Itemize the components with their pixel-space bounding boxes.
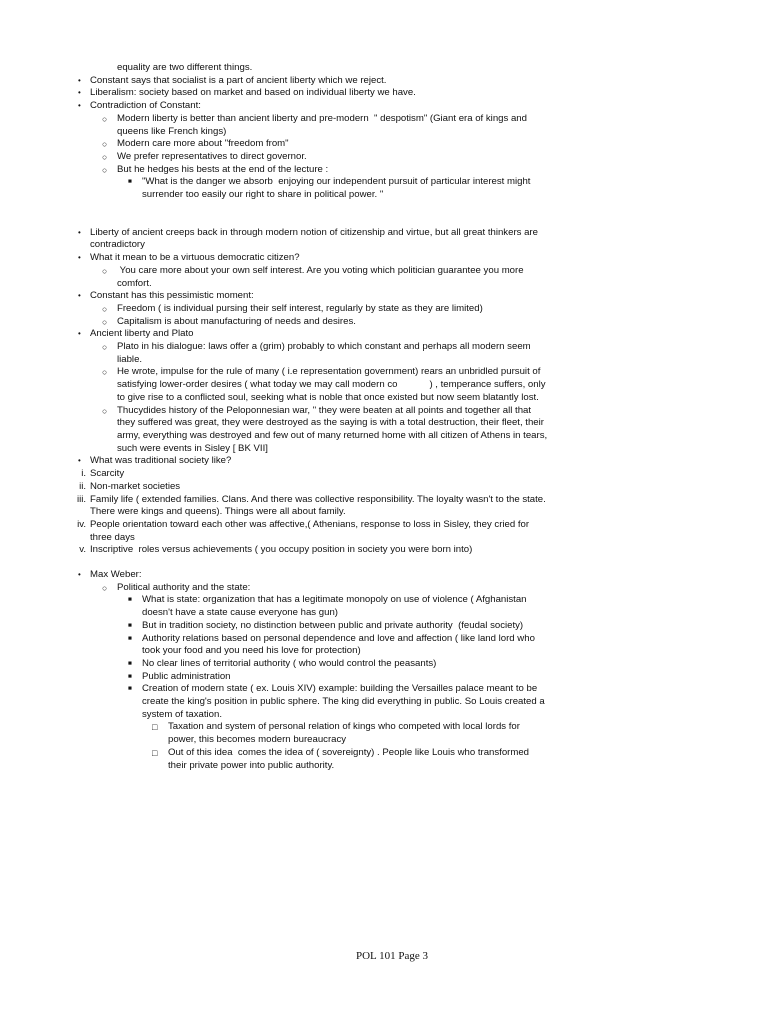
outline-text: But in tradition society, no distinction between public and private authority (feudal society) bbox=[142, 619, 524, 631]
outline-text: Thucydides history of the Peloponnesian war, " they were beaten at all points and together all that they suffered was great, they were destroyed as the saying is with a total destruction, their fleet, their army, everything was destroyed and few out of many returned home with all citizen of Athens in tears, such were events in Sisley [ BK VII] bbox=[117, 404, 550, 454]
outline-text: But he hedges his bests at the end of the lecture : bbox=[117, 163, 329, 175]
outline-item bbox=[78, 683, 548, 721]
outline-item bbox=[78, 721, 548, 746]
outline-text: Public administration bbox=[142, 670, 231, 682]
outline-text: equality are two different things. bbox=[117, 62, 253, 73]
bullet-icon: • bbox=[78, 101, 81, 111]
circle-bullet-icon: ○ bbox=[102, 342, 108, 353]
outline-item bbox=[78, 176, 548, 201]
outline-text: People orientation toward each other was affective,( Athenians, response to loss in Sisley, they cried for three days bbox=[90, 518, 532, 543]
outline-item bbox=[78, 544, 548, 557]
roman-numeral: i. bbox=[81, 468, 86, 480]
outline-item bbox=[78, 62, 548, 75]
outline-text: What is state: organization that has a legitimate monopoly on use of violence ( Afghanistan doesn't have a state cause everyone has gun) bbox=[142, 594, 530, 619]
square-bullet-icon: ■ bbox=[128, 621, 132, 629]
circle-bullet-icon: ○ bbox=[102, 405, 108, 416]
outline-item bbox=[78, 252, 548, 265]
circle-bullet-icon: ○ bbox=[102, 139, 108, 150]
outline-text: Creation of modern state ( ex. Louis XIV) example: building the Versailles palace meant to be create the king's position in public sphere. The king did everything in public. So Louis created a system of taxation. bbox=[142, 683, 548, 720]
outline-item bbox=[78, 658, 548, 671]
outline-text: Authority relations based on personal dependence and love and affection ( like land lord who took your food and you need his love for protection) bbox=[142, 632, 538, 657]
outline-item bbox=[78, 633, 548, 658]
bullet-icon: • bbox=[78, 570, 81, 580]
outline-text: Max Weber: bbox=[90, 569, 142, 581]
outline-item bbox=[78, 620, 548, 633]
circle-bullet-icon: ○ bbox=[102, 164, 108, 175]
outline-item bbox=[78, 405, 548, 456]
bullet-icon: • bbox=[78, 88, 81, 98]
outline-item bbox=[78, 455, 548, 468]
circle-bullet-icon: ○ bbox=[102, 113, 108, 124]
outline-text: "What is the danger we absorb enjoying our independent pursuit of particular interest might surrender too easily our right to share in political power. " bbox=[142, 176, 534, 201]
outline-text: Modern liberty is better than ancient liberty and pre-modern " despotism" (Giant era of kings and queens like French kings) bbox=[117, 112, 530, 137]
bullet-icon: • bbox=[78, 329, 81, 339]
circle-bullet-icon: ○ bbox=[102, 303, 108, 314]
box-bullet-icon: □ bbox=[152, 722, 158, 733]
outline-item bbox=[78, 303, 548, 316]
outline-text: Plato in his dialogue: laws offer a (grim) probably to which constant and perhaps all modern seem liable. bbox=[117, 341, 534, 365]
page-footer: POL 101 Page 3 bbox=[355, 950, 428, 962]
outline-item bbox=[78, 341, 548, 366]
outline-text: We prefer representatives to direct governor. bbox=[117, 150, 307, 162]
outline-text: Capitalism is about manufacturing of needs and desires. bbox=[117, 315, 356, 327]
square-bullet-icon: ■ bbox=[128, 659, 132, 667]
outline-text: What was traditional society like? bbox=[90, 455, 232, 467]
roman-numeral: v. bbox=[79, 544, 86, 556]
circle-bullet-icon: ○ bbox=[102, 316, 108, 327]
outline-text: Political authority and the state: bbox=[117, 581, 251, 593]
outline-item bbox=[78, 227, 548, 252]
outline-text: Out of this idea comes the idea of ( sovereignty) . People like Louis who transformed their private power into public authority. bbox=[168, 746, 532, 771]
outline-text: Taxation and system of personal relation of kings who competed with local lords for power, this becomes modern bureaucracy bbox=[168, 721, 523, 746]
box-bullet-icon: □ bbox=[152, 747, 158, 758]
outline-item bbox=[78, 569, 548, 582]
outline-text: No clear lines of territorial authority ( who would control the peasants) bbox=[142, 657, 437, 669]
outline-item bbox=[78, 290, 548, 303]
outline-text: He wrote, impulse for the rule of many ( i.e representation government) rears an unbridled pursuit of satisfying lower-order desires ( what today we may call modern co ) , temperance suffers, only to give rise to a conflicted soul, seeking what is noble that once existed but now seem blatantly lost. bbox=[117, 366, 549, 403]
outline-item bbox=[78, 87, 548, 100]
roman-numeral: iv. bbox=[77, 518, 86, 530]
outline-item bbox=[78, 582, 548, 595]
outline-item bbox=[78, 113, 548, 138]
outline-text: Inscriptive roles versus achievements ( you occupy position in society you were born into) bbox=[90, 544, 473, 556]
spacer bbox=[78, 202, 548, 227]
outline-item bbox=[78, 265, 548, 290]
outline-item bbox=[78, 316, 548, 329]
bullet-icon: • bbox=[78, 253, 81, 263]
outline-item bbox=[78, 366, 548, 404]
outline-text: Family life ( extended families. Clans. And there was collective responsibility. The loyalty wasn't to the state. There were kings and queens). Things were all about family. bbox=[90, 493, 549, 518]
outline-item bbox=[78, 494, 548, 519]
roman-numeral: ii. bbox=[79, 480, 86, 492]
outline-text: Contradiction of Constant: bbox=[90, 100, 201, 112]
outline-text: Liberalism: society based on market and based on individual liberty we have. bbox=[90, 87, 416, 99]
outline-item bbox=[78, 100, 548, 113]
outline-text: Modern care more about "freedom from" bbox=[117, 138, 289, 150]
outline-text: You care more about your own self interest. Are you voting which politician guarantee you more comfort. bbox=[117, 264, 527, 289]
circle-bullet-icon: ○ bbox=[102, 265, 108, 276]
outline-item bbox=[78, 519, 548, 544]
outline-item bbox=[78, 468, 548, 481]
outline-item bbox=[78, 164, 548, 177]
outline-item bbox=[78, 328, 548, 341]
spacer bbox=[78, 557, 548, 569]
bullet-icon: • bbox=[78, 75, 81, 85]
roman-numeral: iii. bbox=[76, 493, 86, 505]
square-bullet-icon: ■ bbox=[128, 634, 132, 642]
outline-text: Ancient liberty and Plato bbox=[90, 328, 194, 340]
outline-text: Freedom ( is individual pursing their self interest, regularly by state as they are limited) bbox=[117, 302, 483, 314]
bullet-icon: • bbox=[78, 227, 81, 237]
circle-bullet-icon: ○ bbox=[102, 582, 108, 593]
bullet-icon: • bbox=[78, 291, 81, 301]
circle-bullet-icon: ○ bbox=[102, 151, 108, 162]
outline-text: Constant says that socialist is a part of ancient liberty which we reject. bbox=[90, 74, 387, 86]
outline-item bbox=[78, 151, 548, 164]
bullet-icon: • bbox=[78, 456, 81, 466]
outline-text: What it mean to be a virtuous democratic citizen? bbox=[90, 252, 300, 264]
notes-body bbox=[78, 62, 548, 772]
square-bullet-icon: ■ bbox=[128, 685, 132, 693]
outline-item bbox=[78, 481, 548, 494]
square-bullet-icon: ■ bbox=[128, 596, 132, 604]
outline-text: Scarcity bbox=[90, 468, 125, 480]
outline-text: Constant has this pessimistic moment: bbox=[90, 290, 254, 302]
outline-text: Non-market societies bbox=[90, 480, 181, 492]
outline-item bbox=[78, 138, 548, 151]
square-bullet-icon: ■ bbox=[128, 178, 132, 186]
outline-item bbox=[78, 671, 548, 684]
outline-item bbox=[78, 747, 548, 772]
outline-item bbox=[78, 594, 548, 619]
square-bullet-icon: ■ bbox=[128, 672, 132, 680]
outline-text: Liberty of ancient creeps back in through modern notion of citizenship and virtue, but all great thinkers are contradictory bbox=[90, 226, 541, 251]
outline-item bbox=[78, 75, 548, 88]
circle-bullet-icon: ○ bbox=[102, 367, 108, 378]
